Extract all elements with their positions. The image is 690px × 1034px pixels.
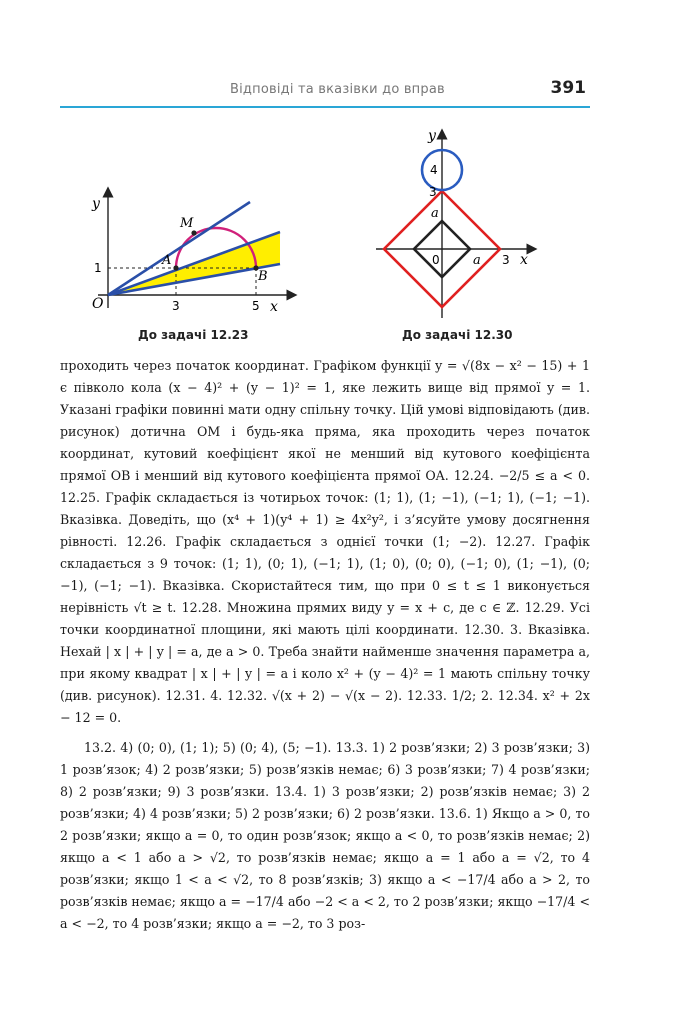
figure-12-23 [80, 180, 310, 320]
label-a-top: a [431, 206, 439, 221]
label-x: x [520, 252, 528, 268]
page-number: 391 [550, 78, 586, 98]
body-text [60, 355, 590, 935]
point-m [191, 230, 196, 235]
label-a: A [162, 253, 172, 268]
label-4: 4 [430, 163, 438, 177]
answers-paragraph-12: проходить через початок координат. Графіком функції y = √(8x − x² − 15) + 1 є півколо кола (x − 4)² + (y − 1)² = 1, яке лежить вище від прямої y = 1. Указані графіки повинні мати одну спільну точку. Цій умові відповідають (див. рисунок) дотична OM і будь-яка пряма, яка проходить через початок координат, кутовий коефіцієнт якої не менший від кутового коефіцієнта прямої OB і менший від кутового коефіцієнта прямої OA. 12.24. −2/5 ≤ a < 0. 12.25. Графік складається із чотирьох точок: (1; 1), (1; −1), (−1; 1), (−1; −1). Вказівка. Доведіть, що (x⁴ + 1)(y⁴ + 1) ≥ 4x²y², і з’ясуйте умову досягнення рівності. 12.26. Графік складається з однієї точки (1; −2). 12.27. Графік складається з 9 точок: (1; 1), (0; 1), (−1; 1), (1; 0), (0; 0), (−1; 0), (1; −1), (0; −1), (−1; −1). Вказівка. Скористайтеся тим, що при 0 ≤ t ≤ 1 виконується нерівність √t ≥ t. 12.28. Множина прямих виду y = x + c, де c ∈ ℤ. 12.29. Усі точки координатної площини, які мають цілі координати. 12.30. 3. Вказівка. Нехай | x | + | y | = a, де a > 0. Треба знайти найменше значення параметра a, при якому квадрат | x | + | y | = a і коло x² + (y − 4)² = 1 мають спільну точку (див. рисунок). 12.31. 4. 12.32. √(x + 2) − √(x − 2). 12.33. 1/2; 2. 12.34. x² + 2x − 12 = 0. [60, 358, 590, 725]
label-0: 0 [432, 253, 440, 267]
figure-12-30 [372, 128, 552, 324]
caption-figure-1: До задачі 12.23 [138, 328, 249, 342]
running-title: Відповіді та вказівки до вправ [230, 82, 445, 97]
label-3-top: 3 [429, 185, 437, 199]
tick-label-y1: 1 [94, 261, 102, 275]
label-a-right: a [473, 253, 481, 268]
label-y: y [428, 128, 436, 144]
caption-figure-2: До задачі 12.30 [402, 328, 513, 342]
label-b: B [258, 269, 268, 284]
point-a [173, 265, 178, 270]
label-y: y [92, 196, 100, 212]
answers-paragraph-13: 13.2. 4) (0; 0), (1; 1); 5) (0; 4), (5; −1). 13.3. 1) 2 розв’язки; 2) 3 розв’язки; 3) 1 розв’язок; 4) 2 розв’язки; 5) розв’язків немає; 6) 3 розв’язки; 7) 4 розв’язки; 8) 2 розв’язки; 9) 3 розв’язки. 13.4. 1) 3 розв’язки; 2) розв’язків немає; 3) 2 розв’язки; 4) 4 розв’язки; 5) 2 розв’язки; 6) 2 розв’язки. 13.6. 1) Якщо a > 0, то 2 розв’язки; якщо a = 0, то один розв’язок; якщо a < 0, то розв’язків немає; 2) якщо a < 1 або a > √2, то розв’язків немає; якщо a = 1 або a = √2, то 4 розв’язки; якщо 1 < a < √2, то 8 розв’язків; 3) якщо a < −17/4 або a > 2, то розв’язків немає; якщо a = −17/4 або −2 < a < 2, то 2 розв’язки; якщо −17/4 < a < −2, то 4 розв’язки; якщо a = −2, то 3 роз- [60, 740, 590, 931]
tick-label-x3: 3 [172, 299, 180, 313]
label-o: O [92, 296, 104, 312]
label-x: x [270, 299, 278, 315]
tick-label-x5: 5 [252, 299, 260, 313]
label-m: M [180, 216, 194, 231]
page-header [60, 78, 590, 108]
label-3-right: 3 [502, 253, 510, 267]
